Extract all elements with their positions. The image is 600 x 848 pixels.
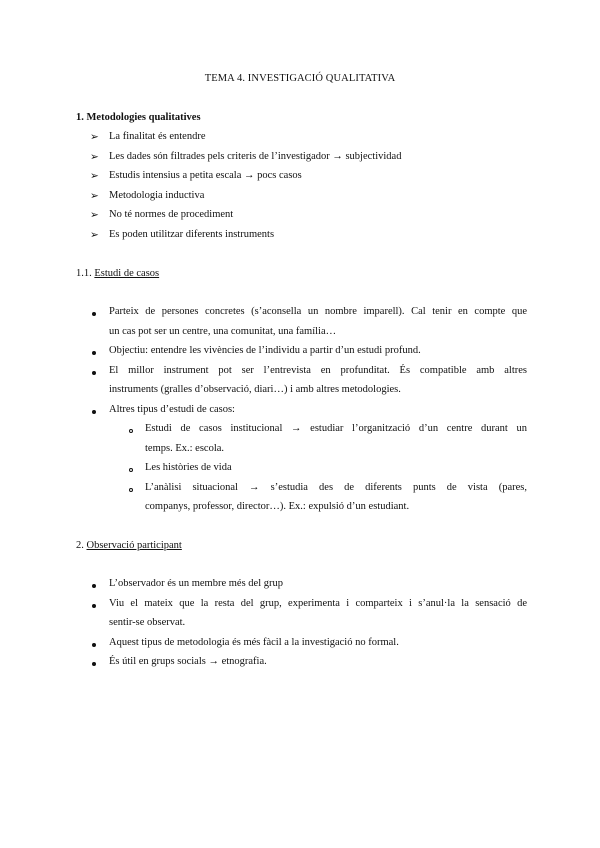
- list-item: Metodologia inductiva: [109, 190, 205, 201]
- list-item-line: Aquest tipus de metodologia és més fàcil a la investigació no formal.: [109, 637, 399, 648]
- list-item: Les dades són filtrades pels criteris de l’investigador → subjectividad: [109, 151, 402, 162]
- sub-list-item-line: L’anàlisi situacional → s’estudia des de diferents punts de vista (pares,: [145, 482, 527, 493]
- arrowhead-bullet-icon: ➢: [90, 171, 99, 182]
- arrowhead-bullet-icon: ➢: [90, 191, 99, 202]
- sub-list-item-line: Estudi de casos institucional → estudiar l’organització d’un centre durant un: [145, 423, 527, 434]
- list-item: Es poden utilitzar diferents instruments: [109, 229, 275, 240]
- hollow-bullet-icon: [129, 488, 133, 492]
- bullet-dot-icon: [92, 371, 96, 375]
- list-item-line: Altres tipus d’estudi de casos:: [109, 404, 235, 415]
- bullet-dot-icon: [92, 662, 96, 666]
- bullet-dot-icon: [92, 604, 96, 608]
- section-1-1-number: 1.1.: [76, 268, 92, 279]
- list-item: Estudis intensius a petita escala → pocs casos: [109, 170, 302, 181]
- section-1-heading: [76, 112, 201, 123]
- section-1-title: Metodologies qualitatives: [86, 112, 201, 123]
- sub-list-item-line: temps. Ex.: escola.: [145, 443, 225, 454]
- section-1-number: 1.: [76, 112, 84, 123]
- section-1-1-title: Estudi de casos: [94, 268, 160, 279]
- section-2-number: 2.: [76, 540, 84, 551]
- section-1-1-heading: [76, 268, 159, 279]
- list-item-line: El millor instrument pot ser l’entrevista en profunditat. És compatible amb altres: [109, 365, 527, 376]
- list-item-line: sentir-se observat.: [109, 617, 186, 628]
- document-title: TEMA 4. INVESTIGACIÓ QUALITATIVA: [204, 73, 396, 84]
- list-item-line: Viu el mateix que la resta del grup, experimenta i comparteix i s’anul·la la sensació de: [109, 598, 527, 609]
- list-item-line: Parteix de persones concretes (s’aconsella un nombre imparell). Cal tenir en compte que: [109, 306, 527, 317]
- hollow-bullet-icon: [129, 468, 133, 472]
- hollow-bullet-icon: [129, 429, 133, 433]
- bullet-dot-icon: [92, 351, 96, 355]
- arrowhead-bullet-icon: ➢: [90, 210, 99, 221]
- list-item-line: un cas pot ser un centre, una comunitat, una família…: [109, 326, 337, 337]
- arrowhead-bullet-icon: ➢: [90, 132, 99, 143]
- list-item-line: L’observador és un membre més del grup: [109, 578, 283, 589]
- bullet-dot-icon: [92, 410, 96, 414]
- list-item: No té normes de procediment: [109, 209, 234, 220]
- list-item-line: És útil en grups socials → etnografia.: [109, 656, 267, 667]
- list-item-line: Objectiu: entendre les vivències de l’individu a partir d’un estudi profund.: [109, 345, 421, 356]
- bullet-dot-icon: [92, 312, 96, 316]
- list-item: La finalitat és entendre: [109, 131, 206, 142]
- section-2-heading: [76, 540, 182, 551]
- sub-list-item-line: companys, professor, director…). Ex.: expulsió d’un estudiant.: [145, 501, 410, 512]
- section-2-title: Observació participant: [86, 540, 182, 551]
- list-item-line: instruments (gralles d’observació, diari…) i amb altres metodologies.: [109, 384, 401, 395]
- bullet-dot-icon: [92, 643, 96, 647]
- sub-list-item-line: Les històries de vida: [145, 462, 232, 473]
- arrowhead-bullet-icon: ➢: [90, 152, 99, 163]
- arrowhead-bullet-icon: ➢: [90, 230, 99, 241]
- bullet-dot-icon: [92, 584, 96, 588]
